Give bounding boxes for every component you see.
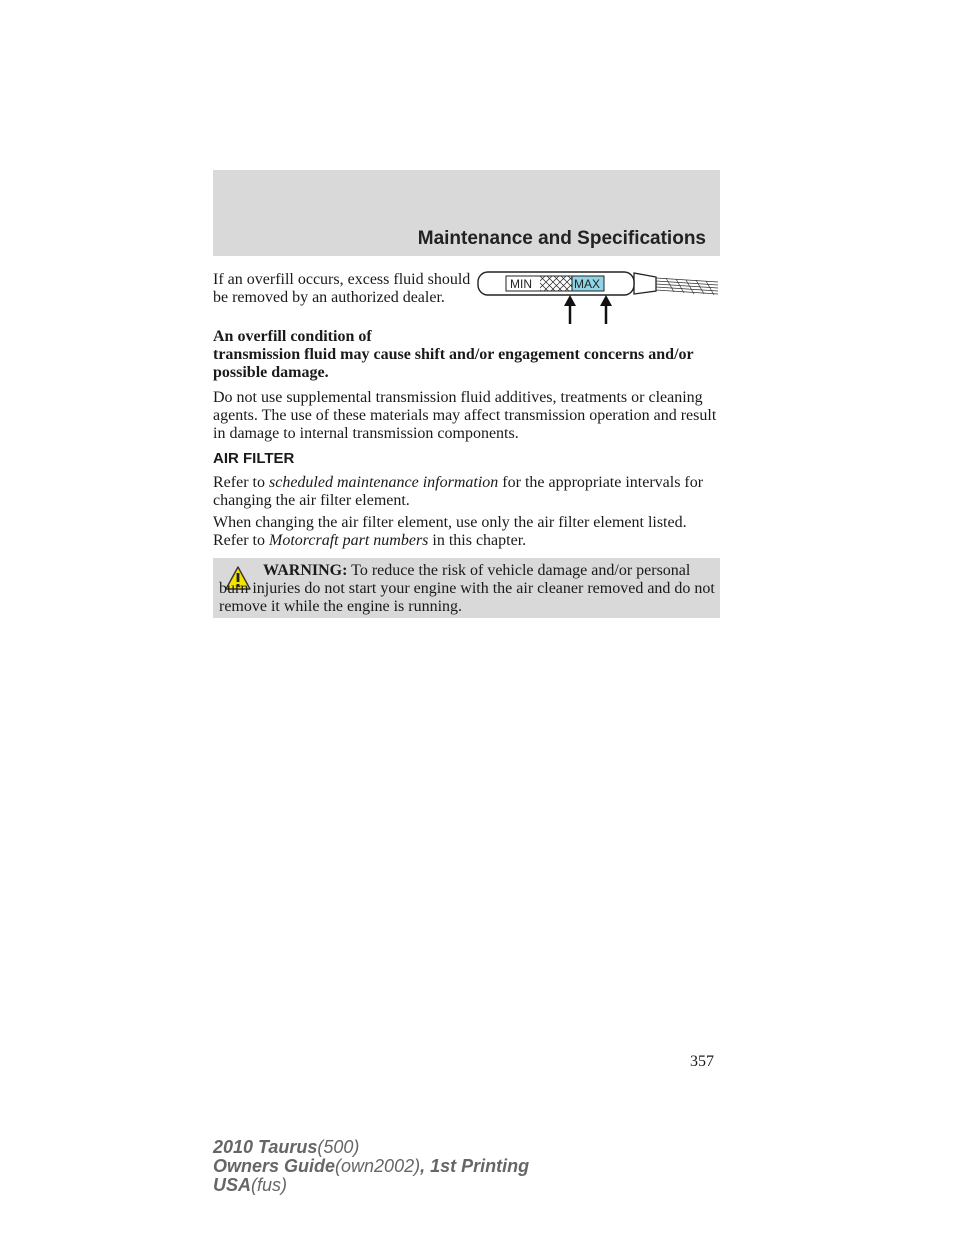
- warning-body: To reduce the risk of vehicle damage and/or personal burn injuries do not start your engine with the air cleaner removed and do not remove it while the engine is running.: [219, 562, 715, 615]
- max-label: MAX: [574, 277, 601, 291]
- level-arrows: [564, 295, 612, 324]
- overfill-warning-line1: An overfill condition of: [213, 328, 372, 345]
- transmission-dipstick-illustration: [476, 268, 720, 328]
- changing-suffix: in this chapter.: [428, 532, 527, 549]
- footer-model-code: (500): [317, 1137, 360, 1157]
- motorcraft-part-numbers-reference: Motorcraft part numbers: [268, 532, 429, 549]
- footer-guide: Owners Guide: [213, 1156, 336, 1176]
- air-filter-refer-paragraph: [213, 474, 723, 510]
- footer-line-model: [213, 1138, 529, 1157]
- min-label: MIN: [510, 277, 532, 291]
- air-filter-changing-paragraph: [213, 514, 723, 550]
- footer-printing: , 1st Printing: [420, 1156, 530, 1176]
- additives-paragraph: Do not use supplemental transmission fluid additives, treatments or cleaning agents. The use of these materials may affect transmission operation and result in damage to internal transmission components.: [213, 389, 717, 442]
- warning-label: WARNING:: [263, 562, 348, 579]
- footer-line-region: [213, 1176, 529, 1195]
- warning-box: [213, 558, 720, 618]
- footer-model: 2010 Taurus: [213, 1137, 318, 1157]
- footer-region-code: (fus): [251, 1175, 288, 1195]
- changing-prefix: When changing the air filter element, use only the air filter element listed. Refer to: [213, 514, 687, 549]
- air-filter-heading: AIR FILTER: [213, 450, 295, 467]
- page-number: 357: [690, 1053, 714, 1070]
- section-header-band: [213, 170, 720, 256]
- footer-guide-code: (own2002): [335, 1156, 421, 1176]
- overfill-warning-rest: transmission fluid may cause shift and/or engagement concerns and/or possible damage.: [213, 346, 694, 381]
- footer-line-guide: [213, 1157, 529, 1176]
- footer: [213, 1138, 529, 1195]
- overfill-paragraph: If an overfill occurs, excess fluid should be removed by an authorized dealer.: [213, 271, 471, 306]
- refer-prefix: Refer to: [213, 474, 269, 491]
- footer-region: USA: [213, 1175, 252, 1195]
- refer-suffix: for the appropriate intervals for changing the air filter element.: [213, 474, 704, 509]
- scheduled-maintenance-reference: scheduled maintenance information: [268, 474, 499, 491]
- section-title: Maintenance and Specifications: [417, 228, 706, 249]
- warning-text: [219, 562, 717, 616]
